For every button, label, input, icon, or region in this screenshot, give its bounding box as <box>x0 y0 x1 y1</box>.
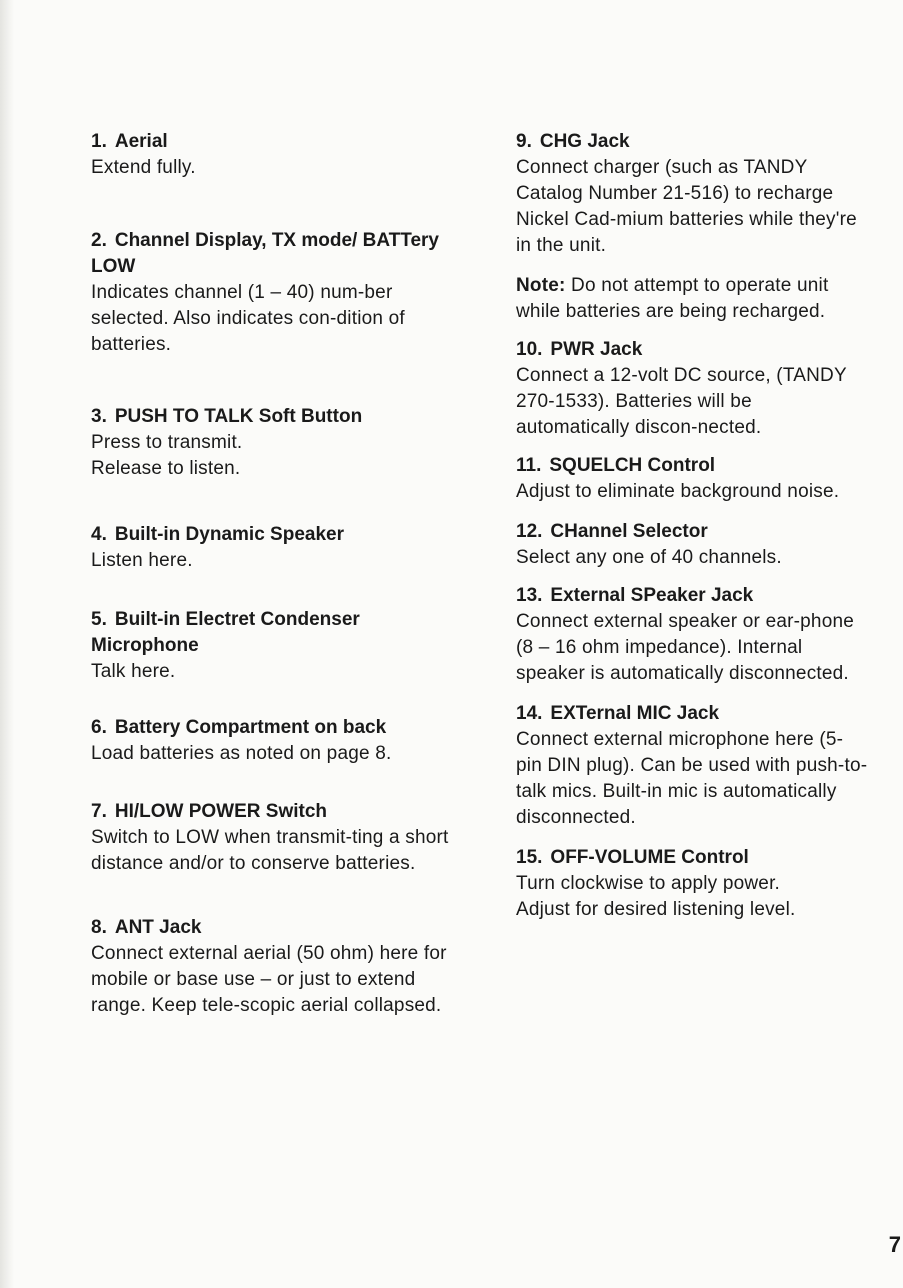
item-title: 4. Built-in Dynamic Speaker <box>91 524 344 545</box>
item-pwr-jack <box>516 337 868 441</box>
item-battery-compartment <box>91 715 451 767</box>
item-body: Connect external speaker or ear-phone (8 – 16 ohm impedance). Internal speaker is automatically disconnected. <box>516 611 854 684</box>
left-column <box>91 129 451 1019</box>
item-push-to-talk <box>91 404 451 482</box>
item-title: 15. OFF-VOLUME Control <box>516 847 749 868</box>
item-body: Select any one of 40 channels. <box>516 547 782 568</box>
page-number: 7 <box>888 1232 901 1257</box>
item-title: 10. PWR Jack <box>516 339 643 360</box>
item-title: 13. External SPeaker Jack <box>516 585 754 606</box>
page-edge <box>0 0 14 1288</box>
item-channel-display <box>91 228 451 358</box>
item-title: 11. SQUELCH Control <box>516 455 716 476</box>
item-title: 12. CHannel Selector <box>516 521 708 542</box>
item-ant-jack <box>91 915 451 1019</box>
item-off-volume <box>516 845 868 923</box>
item-title: 9. CHG Jack <box>516 131 630 152</box>
item-external-mic <box>516 701 868 831</box>
item-body: Adjust to eliminate background noise. <box>516 481 840 502</box>
item-chg-jack <box>516 129 868 259</box>
item-title: 2. Channel Display, TX mode/ BATTery LOW <box>91 230 439 277</box>
item-power-switch <box>91 799 451 877</box>
right-column <box>516 129 868 923</box>
note-block <box>516 273 868 325</box>
item-body: Connect external aerial (50 ohm) here for mobile or base use – or just to extend range. Keep tele-scopic aerial collapsed. <box>91 943 447 1016</box>
item-squelch <box>516 453 868 505</box>
item-body: Connect external microphone here (5-pin DIN plug). Can be used with push-to-talk mics. Built-in mic is automatically disconnected. <box>516 729 868 828</box>
item-body: Connect charger (such as TANDY Catalog Number 21-516) to recharge Nickel Cad-mium batteries while they're in the unit. <box>516 157 857 256</box>
item-body: Switch to LOW when transmit-ting a short distance and/or to conserve batteries. <box>91 827 449 874</box>
item-title: 7. HI/LOW POWER Switch <box>91 801 328 822</box>
item-body: Extend fully. <box>91 157 196 178</box>
item-title: 8. ANT Jack <box>91 917 202 938</box>
item-body: Press to transmit. <box>91 432 243 453</box>
item-title: 5. Built-in Electret Condenser Microphone <box>91 609 360 656</box>
item-body: Load batteries as noted on page 8. <box>91 743 392 764</box>
item-external-speaker <box>516 583 868 687</box>
note-text: Note: Do not attempt to operate unit while batteries are being recharged. <box>516 275 829 322</box>
item-body: Talk here. <box>91 661 176 682</box>
item-title: 14. EXTernal MIC Jack <box>516 703 720 724</box>
item-body: Connect a 12-volt DC source, (TANDY 270-1533). Batteries will be automatically discon-nected. <box>516 365 847 438</box>
item-body: Adjust for desired listening level. <box>516 899 796 920</box>
item-body: Turn clockwise to apply power. <box>516 873 781 894</box>
item-microphone <box>91 607 451 685</box>
item-aerial <box>91 129 451 181</box>
item-speaker <box>91 522 451 574</box>
item-title: 1. Aerial <box>91 131 168 152</box>
item-body: Indicates channel (1 – 40) num-ber selected. Also indicates con-dition of batteries. <box>91 282 405 355</box>
item-title: 3. PUSH TO TALK Soft Button <box>91 406 363 427</box>
item-channel-selector <box>516 519 868 571</box>
item-body: Listen here. <box>91 550 193 571</box>
item-body: Release to listen. <box>91 458 241 479</box>
item-title: 6. Battery Compartment on back <box>91 717 387 738</box>
